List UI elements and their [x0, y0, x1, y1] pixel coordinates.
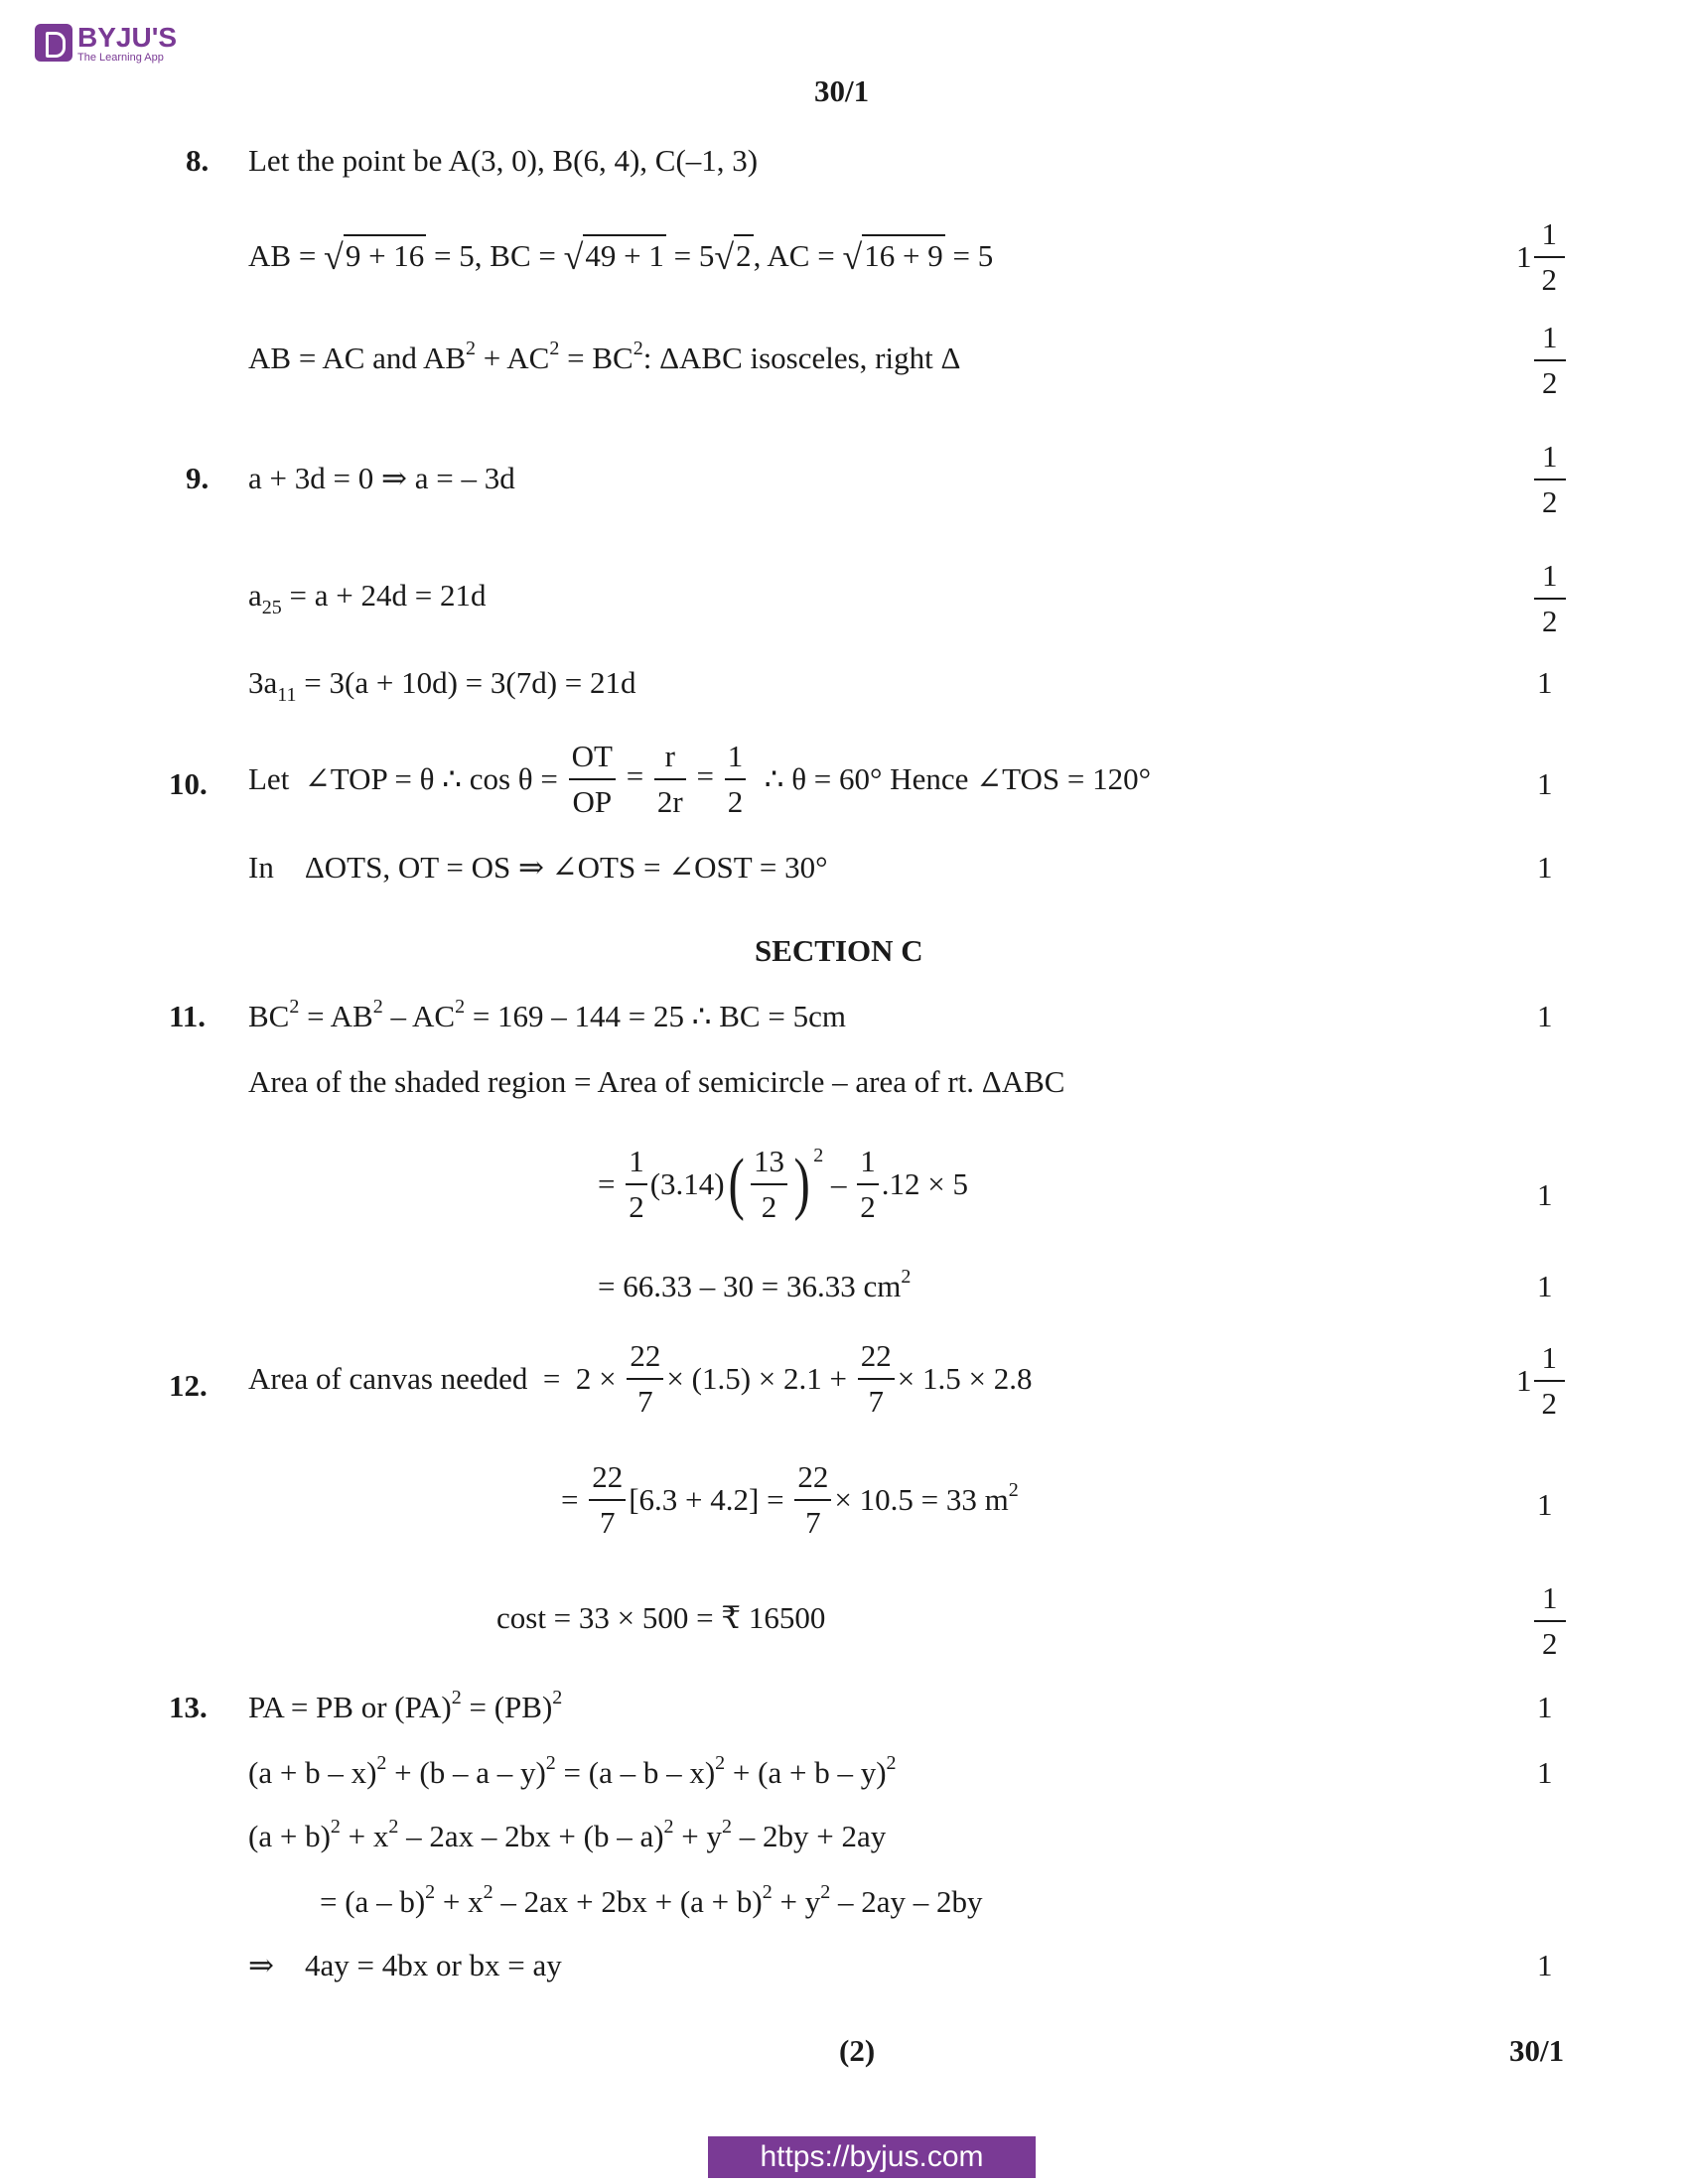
q9-number: 9.: [186, 461, 210, 495]
q8-conclusion: AB = AC and $AB^2 + AC^2 = BC^2$: ΔABC isosceles, right Δ: [248, 338, 961, 375]
q8-mark-2: $\frac{1}{2}$: [1534, 320, 1566, 400]
q11-mark-1: 1: [1537, 999, 1553, 1033]
q11-mark-2: 1: [1537, 1177, 1553, 1212]
logo-tagline: The Learning App: [77, 52, 164, 64]
byjus-logo-icon: [35, 24, 72, 62]
q12-cost: cost = 33 × 500 = ₹ 16500: [496, 1600, 826, 1635]
footer-code: 30/1: [1509, 2033, 1565, 2068]
q11-line-3: = $\frac{1}{2}$ (3.14)( $\frac{13}{2}$ ) $^2$ – $\frac{1}{2}$ .12 × 5: [598, 1144, 968, 1224]
q11-line-1: $BC^2 = AB^2 - AC^2 = 169 - 144 = 25$ ∴ BC = 5cm: [248, 996, 846, 1033]
q13-number: 13.: [169, 1690, 208, 1724]
q10-line-1: Let ∠TOP = θ ∴ cos θ = $\frac{OT}{OP}$ = $\frac{r}{2r}$ = $\frac{1}{2}$ ∴ θ = 60° Hence ∠TOS = 120°: [248, 739, 1151, 819]
q9-mark-3: 1: [1537, 665, 1553, 700]
q10-mark-1: 1: [1537, 766, 1553, 801]
q13-mark-1: 1: [1537, 1690, 1553, 1724]
q13-line-2: $(a + b - x)^2 + (b - a - y)^2 = (a - b - x)^2 + (a + b - y)^2$: [248, 1752, 897, 1790]
q9-mark-2: $\frac{1}{2}$: [1534, 558, 1566, 638]
q13-mark-2: 1: [1537, 1755, 1553, 1790]
q10-mark-2: 1: [1537, 850, 1553, 885]
section-title: SECTION C: [755, 933, 923, 968]
q9-line-3: $3a_{11} = 3(a + 10d) = 3(7d) = 21d$: [248, 665, 636, 706]
q8-number: 8.: [186, 143, 210, 178]
q12-label: Area of canvas needed: [248, 1361, 528, 1397]
q12-line-1: Area of canvas needed = 2 × $\frac{22}{7}$ × (1.5) × 2.1 + $\frac{22}{7}$ × 1.5 × 2.8: [248, 1338, 1033, 1419]
q10-number: 10.: [169, 766, 208, 801]
q12-mark-1: 1 $\frac{1}{2}$: [1516, 1340, 1565, 1421]
q9-line-2: $a_{25} = a + 24d = 21d$: [248, 578, 487, 618]
q11-line-4: = 66.33 – 30 = 36.33 $cm^2$: [598, 1266, 912, 1303]
q8-mark-1: 1 $\frac{1}{2}$: [1516, 216, 1565, 297]
logo-brand: BYJU'S: [77, 22, 178, 53]
q13-mark-5: 1: [1537, 1948, 1553, 1982]
q8-distances: AB = √9 + 16 = 5, BC = √49 + 1 = 5√2, AC = √16 + 9 = 5: [248, 236, 993, 272]
footer-url-link[interactable]: https://byjus.com: [708, 2136, 1036, 2178]
page-number: (2): [839, 2033, 876, 2068]
q12-mark-3: $\frac{1}{2}$: [1534, 1580, 1566, 1661]
q11-line-2: Area of the shaded region = Area of semicircle – area of rt. ΔABC: [248, 1064, 1065, 1099]
q12-number: 12.: [169, 1368, 208, 1403]
q13-line-5: ⇒ 4ay = 4bx or bx = ay: [248, 1948, 562, 1982]
q13-line-3: $(a + b)^2 + x^2 - 2ax - 2bx + (b - a)^2 + y^2 - 2by + 2ay$: [248, 1816, 887, 1853]
q9-line-1: a + 3d = 0 ⇒ a = – 3d: [248, 461, 515, 495]
q12-line-2: = $\frac{22}{7}$ [6.3 + 4.2] = $\frac{22}{7}$ × 10.5 = 33 $m^2$: [561, 1459, 1019, 1540]
q8-intro: Let the point be A(3, 0), B(6, 4), C(–1, 3): [248, 143, 759, 178]
q13-line-4: = $(a - b)^2 + x^2 - 2ax + 2bx + (a + b)^2 + y^2 - 2ay - 2by$: [320, 1881, 983, 1919]
header-code: 30/1: [814, 73, 870, 108]
q9-mark-1: $\frac{1}{2}$: [1534, 439, 1566, 519]
q12-mark-2: 1: [1537, 1487, 1553, 1522]
q10-line-2: In ΔOTS, OT = OS ⇒ ∠OTS = ∠OST = 30°: [248, 850, 828, 885]
q11-number: 11.: [169, 999, 207, 1033]
q13-line-1: PA = PB or (PA)$^2$ = (PB)$^2$: [248, 1687, 563, 1724]
q11-mark-3: 1: [1537, 1269, 1553, 1303]
